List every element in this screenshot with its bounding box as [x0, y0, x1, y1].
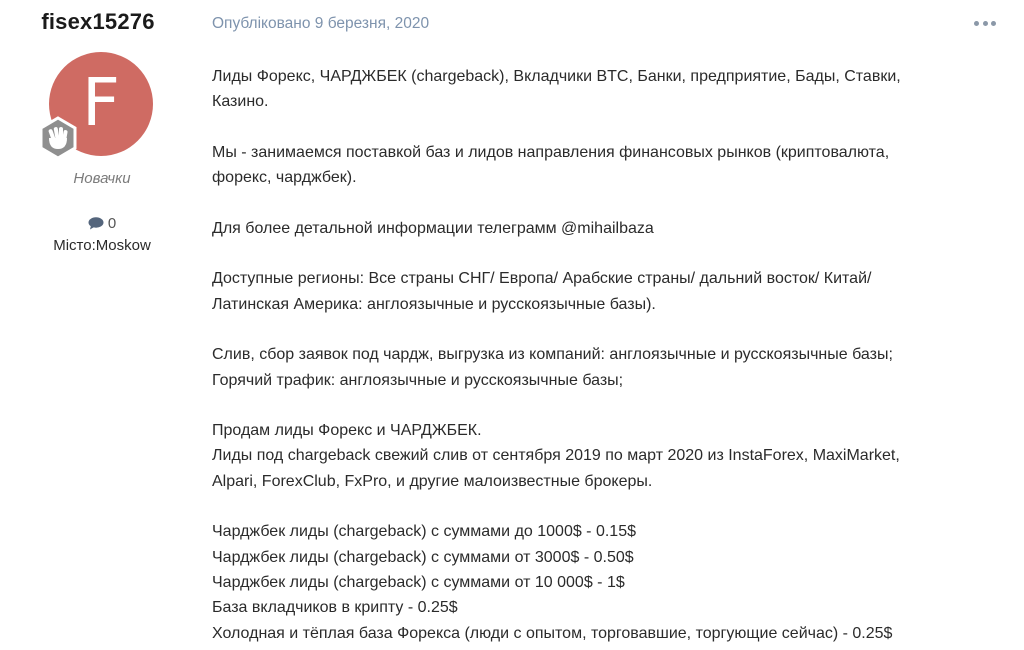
post-line: База вкладчиков в крипту - 0.25$: [212, 599, 458, 617]
post-line: Продам лиды Форекс и ЧАРДЖБЕК.: [212, 422, 482, 440]
post-line: Доступные регионы: Все страны СНГ/ Европа/ Арабские страны/ дальний восток/ Китай/: [212, 270, 872, 288]
post-content: [212, 64, 1002, 646]
post-line: Горячий трафик: англоязычные и русскоязычные базы;: [212, 371, 624, 389]
post-line: Мы - занимаемся поставкой баз и лидов направления финансовых рынков (криптовалюта,: [212, 143, 890, 161]
author-panel: [0, 0, 200, 650]
author-username[interactable]: fisex15276: [41, 9, 155, 34]
author-city: Місто:Moskow: [53, 237, 151, 254]
ellipsis-dot: [983, 21, 988, 26]
waving-hand-badge-icon: [36, 116, 80, 160]
speech-bubble-icon: [88, 217, 104, 234]
post-line: Слив, сбор заявок под чардж, выгрузка из компаний: англоязычные и русскоязычные базы;: [212, 346, 893, 364]
post-line: Холодная и тёплая база Форекса (люди с опытом, торговавшие, торгующие сейчас) - 0.25$: [212, 624, 893, 642]
ellipsis-icon[interactable]: [974, 15, 996, 31]
post-line: Alpari, ForexClub, FxPro, и другие малоизвестные брокеры.: [212, 472, 653, 490]
post-paragraph: [212, 342, 1002, 393]
comment-count-value: 0: [107, 215, 117, 232]
post-paragraph: [212, 140, 1002, 191]
post-paragraph: [212, 64, 1002, 115]
ellipsis-dot: [991, 21, 996, 26]
post-paragraph: [212, 519, 1002, 645]
post-line: Чарджбек лиды (chargeback) с суммами от 10 000$ - 1$: [212, 573, 625, 591]
post-line: Чарджбек лиды (chargeback) с суммами от 3000$ - 0.50$: [212, 548, 634, 566]
member-rank: Новачки: [73, 170, 131, 187]
post-paragraph: [212, 216, 1002, 241]
comment-count[interactable]: [0, 215, 204, 234]
post-paragraph: [212, 418, 1002, 494]
post-line: Лиды под chargeback свежий слив от сентября 2019 по март 2020 из InstaForex, MaxiMarket,: [212, 447, 900, 465]
post-paragraph: [212, 266, 1002, 317]
post-line: форекс, чарджбек).: [212, 169, 357, 187]
post-line: Для более детальной информации телеграмм @mihailbaza: [212, 219, 654, 237]
ellipsis-dot: [974, 21, 979, 26]
avatar-letter: F: [82, 63, 120, 141]
post-line: Латинская Америка: англоязычные и русскоязычные базы).: [212, 295, 656, 313]
post-date[interactable]: Опубліковано 9 березня, 2020: [212, 15, 430, 32]
post-line: Казино.: [212, 93, 269, 111]
post-line: Лиды Форекс, ЧАРДЖБЕК (chargeback), Вкладчики BTC, Банки, предприятие, Бады, Ставки,: [212, 68, 901, 85]
post-line: Чарджбек лиды (chargeback) с суммами до 1000$ - 0.15$: [212, 523, 636, 541]
